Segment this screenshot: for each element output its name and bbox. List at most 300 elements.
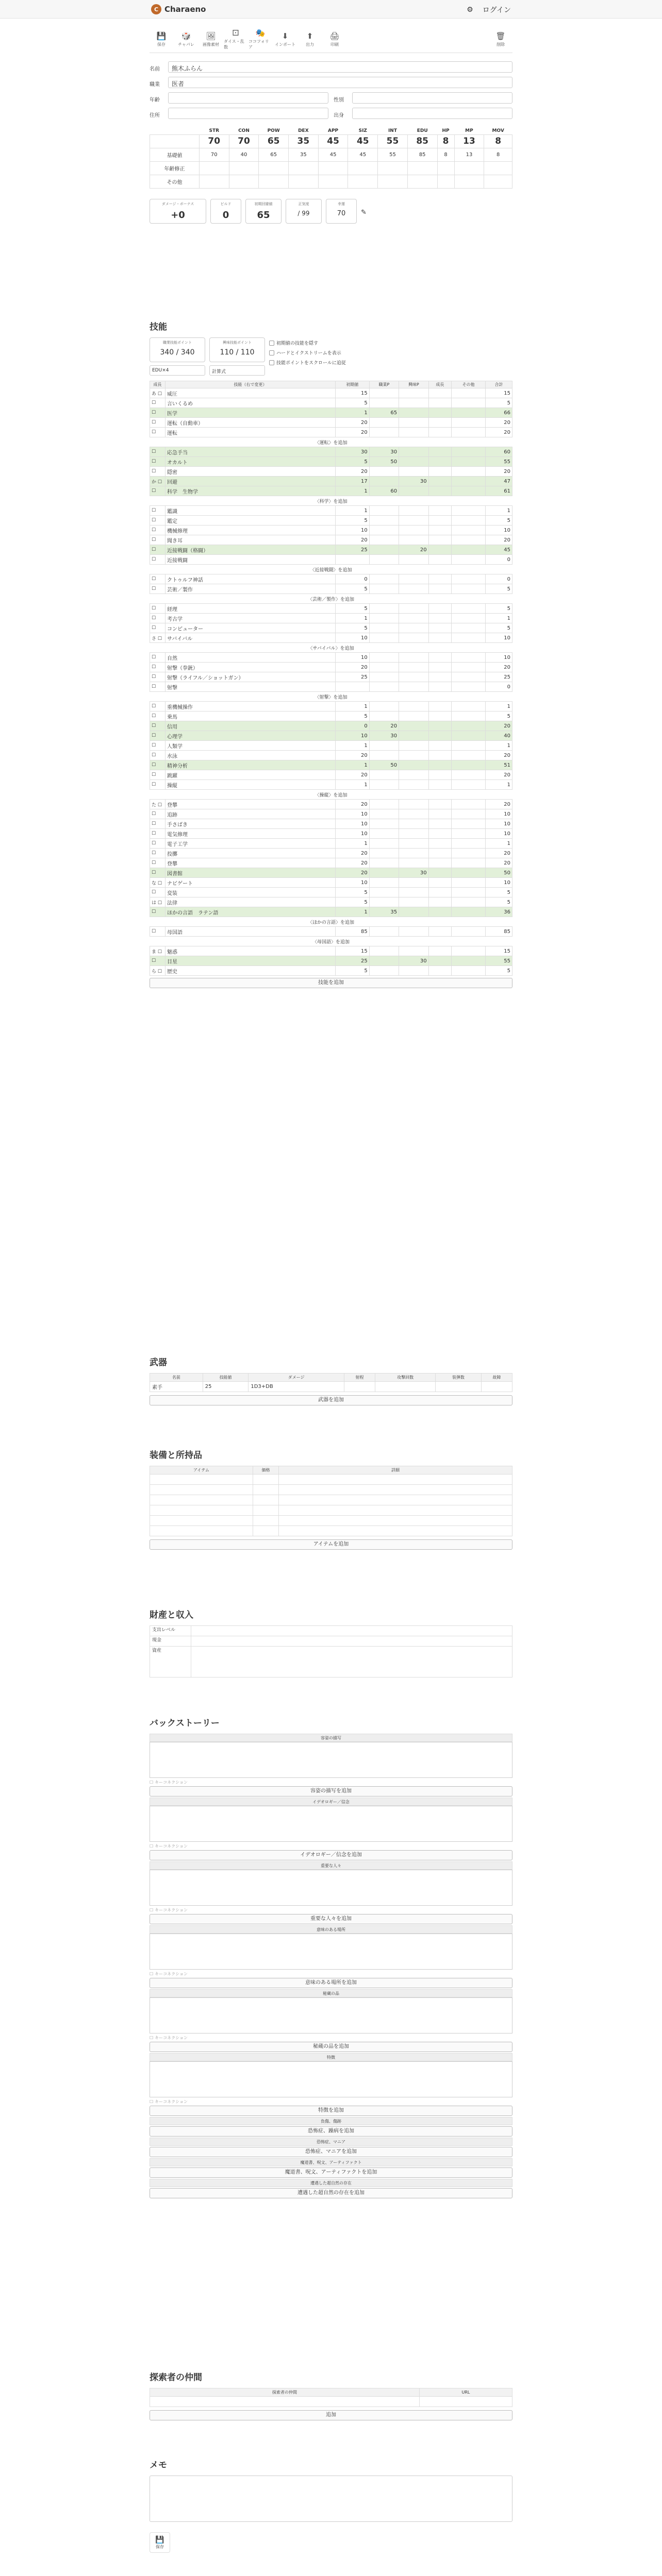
skill-point-input[interactable] xyxy=(428,506,452,516)
skill-point-input[interactable] xyxy=(369,702,399,711)
skill-point-input[interactable]: 30 xyxy=(369,447,399,457)
backstory-textarea[interactable] xyxy=(150,1870,512,1906)
add-subskill-link[interactable]: 〈母国語〉を追加 xyxy=(150,937,512,946)
skill-point-input[interactable] xyxy=(399,408,428,418)
equipment-cell[interactable] xyxy=(279,1475,512,1485)
add-subskill-link[interactable]: 〈射撃〉を追加 xyxy=(150,692,512,702)
skill-point-input[interactable] xyxy=(452,398,486,408)
skill-point-input[interactable]: 20 xyxy=(336,418,370,428)
companion-cell[interactable] xyxy=(419,2397,512,2407)
skill-point-input[interactable] xyxy=(369,800,399,809)
skill-point-input[interactable] xyxy=(452,457,486,467)
skill-point-input[interactable]: 1 xyxy=(336,408,370,418)
skill-point-input[interactable] xyxy=(369,653,399,663)
skill-point-input[interactable]: 20 xyxy=(336,849,370,858)
skill-point-input[interactable] xyxy=(399,555,428,565)
skill-point-input[interactable]: 60 xyxy=(369,486,399,496)
luck-box[interactable] xyxy=(326,199,357,224)
skill-point-input[interactable] xyxy=(369,633,399,643)
skill-point-input[interactable] xyxy=(399,633,428,643)
skill-point-input[interactable]: 30 xyxy=(369,731,399,741)
skill-point-input[interactable]: 1 xyxy=(336,486,370,496)
memo-textarea[interactable] xyxy=(150,2476,512,2522)
stat-base-input[interactable]: 85 xyxy=(407,148,437,161)
skill-point-input[interactable] xyxy=(399,526,428,535)
add-backstory-button[interactable]: 魔道書、呪文、アーティファクトを追加 xyxy=(150,2167,512,2178)
backstory-textarea[interactable] xyxy=(150,2061,512,2097)
skill-point-input[interactable]: 5 xyxy=(336,457,370,467)
skill-point-input[interactable] xyxy=(428,888,452,897)
skill-point-input[interactable]: 20 xyxy=(369,721,399,731)
skill-point-input[interactable] xyxy=(428,829,452,839)
skill-point-input[interactable] xyxy=(452,897,486,907)
skill-point-input[interactable] xyxy=(428,770,452,780)
skill-point-input[interactable] xyxy=(399,888,428,897)
skill-point-input[interactable] xyxy=(399,946,428,956)
skill-point-input[interactable]: 20 xyxy=(336,535,370,545)
add-backstory-button[interactable]: 秘蔵の品を追加 xyxy=(150,2042,512,2052)
stat-mod-input[interactable] xyxy=(348,161,378,175)
skill-point-input[interactable] xyxy=(428,858,452,868)
skill-point-input[interactable] xyxy=(428,741,452,751)
skill-point-input[interactable] xyxy=(399,653,428,663)
skill-point-input[interactable] xyxy=(428,878,452,888)
skill-point-input[interactable]: 10 xyxy=(336,878,370,888)
skill-point-input[interactable] xyxy=(452,447,486,457)
skill-point-input[interactable] xyxy=(399,663,428,672)
skill-point-input[interactable] xyxy=(452,907,486,917)
formula2-select[interactable]: 計算式 xyxy=(209,365,265,376)
stat-mod-input[interactable] xyxy=(454,175,484,188)
add-subskill-link[interactable]: 〈芸術／製作〉を追加 xyxy=(150,594,512,604)
weapon-cell[interactable] xyxy=(375,1382,436,1392)
login-link[interactable]: ログイン xyxy=(482,6,511,14)
add-subskill-link[interactable]: 〈操縦〉を追加 xyxy=(150,790,512,800)
skill-point-input[interactable] xyxy=(369,526,399,535)
skill-point-input[interactable] xyxy=(428,633,452,643)
backstory-textarea[interactable] xyxy=(150,1997,512,2033)
skill-point-input[interactable] xyxy=(428,604,452,614)
skill-point-input[interactable] xyxy=(399,800,428,809)
skill-point-input[interactable] xyxy=(428,721,452,731)
stat-mod-input[interactable] xyxy=(259,161,289,175)
skill-point-input[interactable]: 25 xyxy=(336,545,370,555)
skill-point-input[interactable] xyxy=(452,829,486,839)
skill-point-input[interactable] xyxy=(452,584,486,594)
weapon-cell[interactable]: 素手 xyxy=(150,1382,203,1392)
skill-point-input[interactable] xyxy=(428,574,452,584)
equipment-cell[interactable] xyxy=(150,1495,253,1505)
skill-point-input[interactable] xyxy=(452,526,486,535)
skill-point-input[interactable] xyxy=(399,731,428,741)
add-subskill-link[interactable]: 〈近接戦闘〉を追加 xyxy=(150,565,512,574)
toolbar-button-1[interactable] xyxy=(174,29,198,49)
weapon-cell[interactable] xyxy=(344,1382,375,1392)
skill-point-input[interactable]: 15 xyxy=(336,388,370,398)
skill-point-input[interactable] xyxy=(369,535,399,545)
skill-point-input[interactable] xyxy=(428,663,452,672)
backstory-textarea[interactable] xyxy=(150,1806,512,1842)
skill-point-input[interactable] xyxy=(369,506,399,516)
skill-point-input[interactable] xyxy=(399,506,428,516)
skill-point-input[interactable] xyxy=(428,418,452,428)
backstory-textarea[interactable] xyxy=(150,1934,512,1970)
skill-point-input[interactable] xyxy=(336,555,370,565)
skill-point-input[interactable] xyxy=(428,388,452,398)
skill-point-input[interactable]: 20 xyxy=(336,663,370,672)
skill-point-input[interactable] xyxy=(369,780,399,790)
skill-point-input[interactable] xyxy=(452,946,486,956)
skill-point-input[interactable] xyxy=(428,555,452,565)
skill-point-input[interactable] xyxy=(428,672,452,682)
skill-point-input[interactable]: 50 xyxy=(369,760,399,770)
add-backstory-button[interactable]: イデオロギー／信念を追加 xyxy=(150,1850,512,1860)
skill-point-input[interactable] xyxy=(399,584,428,594)
skill-point-input[interactable] xyxy=(369,751,399,760)
skill-point-input[interactable] xyxy=(369,477,399,486)
skill-point-input[interactable] xyxy=(369,711,399,721)
equipment-cell[interactable] xyxy=(150,1505,253,1516)
skill-point-input[interactable] xyxy=(399,751,428,760)
skill-point-input[interactable]: 20 xyxy=(336,770,370,780)
skill-point-input[interactable]: 25 xyxy=(336,956,370,966)
skill-point-input[interactable] xyxy=(428,780,452,790)
skill-point-input[interactable]: 20 xyxy=(336,868,370,878)
skill-point-input[interactable]: 20 xyxy=(336,467,370,477)
skill-point-input[interactable]: 20 xyxy=(399,545,428,555)
skill-point-input[interactable]: 5 xyxy=(336,398,370,408)
skill-point-input[interactable] xyxy=(452,623,486,633)
age-input[interactable] xyxy=(168,92,328,104)
skill-point-input[interactable] xyxy=(428,428,452,437)
stat-mod-input[interactable] xyxy=(199,175,229,188)
skill-point-input[interactable] xyxy=(428,731,452,741)
skill-point-input[interactable] xyxy=(428,907,452,917)
skill-point-input[interactable]: 17 xyxy=(336,477,370,486)
skill-point-input[interactable]: 1 xyxy=(336,907,370,917)
skill-point-input[interactable] xyxy=(452,614,486,623)
skill-point-input[interactable]: 1 xyxy=(336,780,370,790)
stat-base-input[interactable]: 45 xyxy=(318,148,348,161)
toolbar-button-5[interactable] xyxy=(273,29,297,49)
skill-point-input[interactable] xyxy=(399,849,428,858)
skill-point-input[interactable] xyxy=(369,878,399,888)
companion-cell[interactable] xyxy=(150,2397,420,2407)
skill-point-input[interactable]: 5 xyxy=(336,888,370,897)
key-connection-checkbox[interactable] xyxy=(150,2033,512,2042)
equipment-cell[interactable] xyxy=(253,1516,279,1526)
stat-base-input[interactable]: 40 xyxy=(229,148,259,161)
toolbar-button-4[interactable] xyxy=(249,29,272,49)
equipment-cell[interactable] xyxy=(253,1505,279,1516)
skill-point-input[interactable] xyxy=(452,800,486,809)
show-hard-checkbox[interactable] xyxy=(269,349,346,356)
skill-point-input[interactable]: 1 xyxy=(336,702,370,711)
skill-point-input[interactable] xyxy=(452,721,486,731)
skill-point-input[interactable]: 30 xyxy=(336,447,370,457)
add-backstory-button[interactable]: 意味のある場所を追加 xyxy=(150,1978,512,1988)
skill-point-input[interactable] xyxy=(399,516,428,526)
stat-base-input[interactable]: 55 xyxy=(378,148,408,161)
skill-point-input[interactable] xyxy=(399,388,428,398)
equipment-cell[interactable] xyxy=(279,1485,512,1495)
skill-point-input[interactable]: 1 xyxy=(336,839,370,849)
skill-point-input[interactable]: 50 xyxy=(369,457,399,467)
weapon-cell[interactable] xyxy=(481,1382,512,1392)
skill-point-input[interactable] xyxy=(452,672,486,682)
sanity-box[interactable] xyxy=(286,199,322,224)
skill-point-input[interactable] xyxy=(399,604,428,614)
equipment-cell[interactable] xyxy=(279,1516,512,1526)
skill-point-input[interactable] xyxy=(452,711,486,721)
skill-point-input[interactable] xyxy=(369,897,399,907)
skill-point-input[interactable] xyxy=(399,839,428,849)
skill-point-input[interactable]: 20 xyxy=(336,800,370,809)
stat-mod-input[interactable] xyxy=(318,175,348,188)
toolbar-button-7[interactable] xyxy=(323,29,346,49)
equipment-cell[interactable] xyxy=(279,1526,512,1536)
skill-point-input[interactable] xyxy=(399,966,428,976)
skill-point-input[interactable] xyxy=(399,614,428,623)
stat-mod-input[interactable] xyxy=(484,161,512,175)
skill-point-input[interactable]: 30 xyxy=(399,956,428,966)
skill-point-input[interactable] xyxy=(452,633,486,643)
skill-point-input[interactable]: 5 xyxy=(336,623,370,633)
skill-point-input[interactable] xyxy=(452,555,486,565)
skill-point-input[interactable] xyxy=(428,477,452,486)
skill-point-input[interactable]: 10 xyxy=(336,633,370,643)
stat-mod-input[interactable] xyxy=(378,175,408,188)
skill-point-input[interactable] xyxy=(428,966,452,976)
skill-point-input[interactable] xyxy=(428,800,452,809)
skill-point-input[interactable] xyxy=(399,897,428,907)
edit-icon[interactable]: ✎ xyxy=(361,208,367,216)
stat-mod-input[interactable] xyxy=(229,175,259,188)
skill-point-input[interactable]: 10 xyxy=(336,653,370,663)
skill-point-input[interactable] xyxy=(369,849,399,858)
skill-point-input[interactable] xyxy=(428,535,452,545)
skill-point-input[interactable] xyxy=(369,623,399,633)
job-input[interactable]: 医者 xyxy=(168,77,512,88)
gear-icon[interactable]: ⚙ xyxy=(467,6,473,14)
toolbar-button-0[interactable] xyxy=(150,29,173,49)
skill-point-input[interactable] xyxy=(428,809,452,819)
skill-point-input[interactable] xyxy=(428,614,452,623)
skill-point-input[interactable] xyxy=(452,428,486,437)
skill-point-input[interactable] xyxy=(399,457,428,467)
skill-point-input[interactable] xyxy=(452,408,486,418)
skill-point-input[interactable]: 20 xyxy=(336,428,370,437)
skill-point-input[interactable] xyxy=(428,623,452,633)
equipment-cell[interactable] xyxy=(150,1475,253,1485)
skill-point-input[interactable] xyxy=(452,535,486,545)
sex-input[interactable] xyxy=(352,92,512,104)
name-input[interactable]: 熊木ふらん xyxy=(168,61,512,73)
skill-point-input[interactable]: 1 xyxy=(336,506,370,516)
stat-mod-input[interactable] xyxy=(407,161,437,175)
skill-point-input[interactable] xyxy=(369,888,399,897)
equipment-cell[interactable] xyxy=(150,1516,253,1526)
skill-point-input[interactable] xyxy=(369,956,399,966)
skill-point-input[interactable]: 10 xyxy=(336,819,370,829)
skill-point-input[interactable] xyxy=(399,418,428,428)
skill-point-input[interactable]: 5 xyxy=(336,711,370,721)
skill-point-input[interactable] xyxy=(399,623,428,633)
skill-point-input[interactable] xyxy=(369,966,399,976)
equipment-cell[interactable] xyxy=(150,1485,253,1495)
skill-point-input[interactable] xyxy=(399,927,428,937)
add-skill-button[interactable]: 技能を追加 xyxy=(150,978,512,988)
key-connection-checkbox[interactable] xyxy=(150,1906,512,1914)
stat-mod-input[interactable] xyxy=(484,175,512,188)
skill-point-input[interactable] xyxy=(428,516,452,526)
hide-initial-checkbox[interactable] xyxy=(269,340,346,346)
add-subskill-link[interactable]: 〈運転〉を追加 xyxy=(150,437,512,447)
skill-point-input[interactable] xyxy=(428,653,452,663)
equipment-cell[interactable] xyxy=(253,1475,279,1485)
stat-mod-input[interactable] xyxy=(437,161,454,175)
skill-point-input[interactable]: 35 xyxy=(369,907,399,917)
skill-point-input[interactable] xyxy=(399,907,428,917)
skill-point-input[interactable] xyxy=(452,780,486,790)
stat-mod-input[interactable] xyxy=(289,175,319,188)
stat-mod-input[interactable] xyxy=(348,175,378,188)
skill-point-input[interactable] xyxy=(399,770,428,780)
toolbar-button-6[interactable] xyxy=(298,29,322,49)
skill-point-input[interactable] xyxy=(399,702,428,711)
skill-point-input[interactable] xyxy=(369,946,399,956)
skill-point-input[interactable] xyxy=(428,868,452,878)
skill-point-input[interactable]: 30 xyxy=(399,868,428,878)
stat-mod-input[interactable] xyxy=(318,161,348,175)
skill-point-input[interactable] xyxy=(369,398,399,408)
skill-point-input[interactable]: 5 xyxy=(336,584,370,594)
skill-point-input[interactable] xyxy=(452,809,486,819)
equipment-cell[interactable] xyxy=(279,1495,512,1505)
skill-point-input[interactable] xyxy=(452,663,486,672)
skill-point-input[interactable]: 85 xyxy=(336,927,370,937)
skill-point-input[interactable] xyxy=(452,516,486,526)
memo-save-button[interactable] xyxy=(150,2532,170,2553)
backstory-textarea[interactable] xyxy=(150,1742,512,1778)
stat-base-input[interactable]: 35 xyxy=(289,148,319,161)
stat-mod-input[interactable] xyxy=(289,161,319,175)
skill-point-input[interactable] xyxy=(452,477,486,486)
skill-point-input[interactable] xyxy=(452,888,486,897)
skill-point-input[interactable] xyxy=(428,457,452,467)
stat-mod-input[interactable] xyxy=(437,175,454,188)
skill-point-input[interactable] xyxy=(452,731,486,741)
skill-point-input[interactable] xyxy=(428,760,452,770)
skill-point-input[interactable] xyxy=(399,780,428,790)
skill-point-input[interactable] xyxy=(399,819,428,829)
skill-point-input[interactable] xyxy=(428,467,452,477)
skill-point-input[interactable] xyxy=(369,604,399,614)
asset-input[interactable] xyxy=(191,1647,512,1677)
stat-base-input[interactable]: 13 xyxy=(454,148,484,161)
skill-point-input[interactable]: 20 xyxy=(336,751,370,760)
skill-point-input[interactable] xyxy=(452,956,486,966)
skill-point-input[interactable] xyxy=(399,878,428,888)
skill-point-input[interactable]: 10 xyxy=(336,526,370,535)
skill-point-input[interactable]: 5 xyxy=(336,966,370,976)
skill-point-input[interactable] xyxy=(452,858,486,868)
skill-point-input[interactable] xyxy=(452,760,486,770)
stat-mod-input[interactable] xyxy=(454,161,484,175)
skill-point-input[interactable] xyxy=(336,682,370,692)
skill-point-input[interactable] xyxy=(428,711,452,721)
skill-point-input[interactable] xyxy=(428,839,452,849)
toolbar-button-2[interactable] xyxy=(199,29,223,49)
add-backstory-button[interactable]: 重要な人々を追加 xyxy=(150,1914,512,1924)
skill-point-input[interactable] xyxy=(428,545,452,555)
skill-point-input[interactable] xyxy=(428,584,452,594)
skill-point-input[interactable] xyxy=(452,467,486,477)
key-connection-checkbox[interactable] xyxy=(150,1970,512,1978)
skill-point-input[interactable]: 5 xyxy=(336,897,370,907)
add-backstory-button[interactable]: 特徴を追加 xyxy=(150,2106,512,2116)
stat-mod-input[interactable] xyxy=(259,175,289,188)
key-connection-checkbox[interactable] xyxy=(150,1842,512,1850)
skill-point-input[interactable] xyxy=(399,447,428,457)
stat-base-input[interactable]: 70 xyxy=(199,148,229,161)
skill-point-input[interactable] xyxy=(369,663,399,672)
skill-point-input[interactable]: 15 xyxy=(336,946,370,956)
skill-point-input[interactable] xyxy=(452,849,486,858)
add-backstory-button[interactable]: 遭遇した超自然の存在を追加 xyxy=(150,2188,512,2198)
add-item-button[interactable]: アイテムを追加 xyxy=(150,1539,512,1550)
skill-point-input[interactable]: 0 xyxy=(336,721,370,731)
skill-point-input[interactable] xyxy=(369,614,399,623)
stat-mod-input[interactable] xyxy=(407,175,437,188)
skill-point-input[interactable]: 25 xyxy=(336,672,370,682)
skill-point-input[interactable] xyxy=(399,574,428,584)
skill-point-input[interactable]: 5 xyxy=(336,604,370,614)
skill-point-input[interactable] xyxy=(452,770,486,780)
skill-point-input[interactable]: 1 xyxy=(336,741,370,751)
equipment-cell[interactable] xyxy=(253,1485,279,1495)
stat-base-input[interactable]: 65 xyxy=(259,148,289,161)
skill-point-input[interactable] xyxy=(399,398,428,408)
skill-point-input[interactable] xyxy=(452,751,486,760)
skill-point-input[interactable] xyxy=(399,721,428,731)
skill-point-input[interactable] xyxy=(452,486,486,496)
skill-point-input[interactable] xyxy=(428,398,452,408)
key-connection-checkbox[interactable] xyxy=(150,1778,512,1786)
toolbar-button-3[interactable] xyxy=(224,29,247,49)
skill-point-input[interactable] xyxy=(399,760,428,770)
skill-point-input[interactable] xyxy=(369,545,399,555)
skill-point-input[interactable] xyxy=(369,555,399,565)
skill-point-input[interactable] xyxy=(452,702,486,711)
home-input[interactable] xyxy=(168,108,328,119)
add-subskill-link[interactable]: 〈サバイバル〉を追加 xyxy=(150,643,512,653)
skill-point-input[interactable]: 10 xyxy=(336,809,370,819)
skill-point-input[interactable]: 0 xyxy=(336,574,370,584)
skill-point-input[interactable] xyxy=(428,819,452,829)
stat-base-input[interactable]: 45 xyxy=(348,148,378,161)
add-subskill-link[interactable]: 〈科学〉を追加 xyxy=(150,496,512,506)
skill-point-input[interactable]: 1 xyxy=(336,614,370,623)
skill-point-input[interactable] xyxy=(428,927,452,937)
equipment-cell[interactable] xyxy=(150,1526,253,1536)
skill-point-input[interactable]: 1 xyxy=(336,760,370,770)
skill-point-input[interactable] xyxy=(452,388,486,398)
delete-button[interactable] xyxy=(489,29,512,49)
skill-point-input[interactable] xyxy=(369,467,399,477)
asset-input[interactable] xyxy=(191,1636,512,1647)
skill-point-input[interactable] xyxy=(369,858,399,868)
